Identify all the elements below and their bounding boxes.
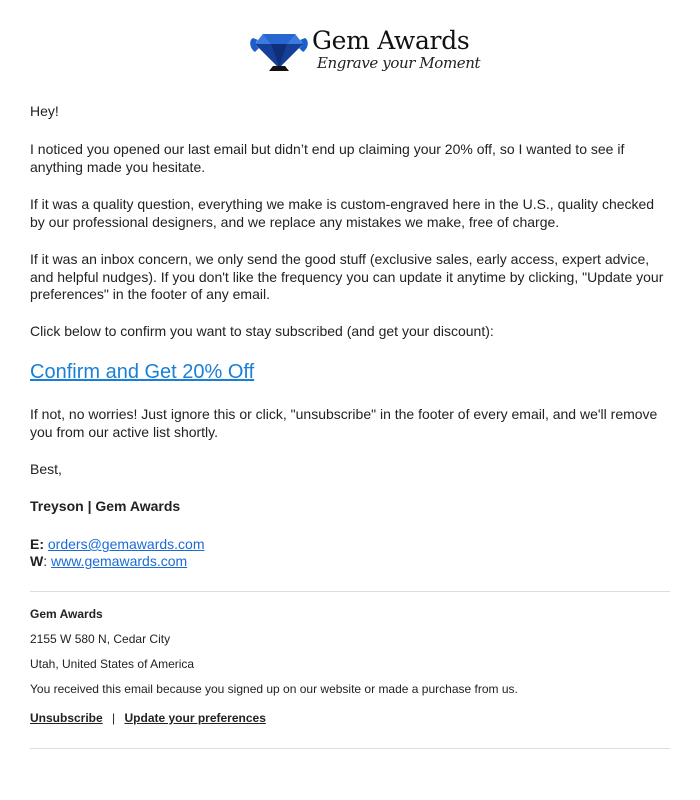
footer-company: Gem Awards	[30, 607, 103, 621]
footer-links	[30, 711, 266, 726]
footer-separator: |	[112, 711, 116, 725]
brand-name: Gem Awards	[312, 26, 470, 55]
gem-awards-logo	[249, 26, 481, 76]
paragraph-unsubscribe: If not, no worries! Just ignore this or click, "unsubscribe" in the footer of every email, and we'll remove you from our active list shortly.	[30, 406, 658, 440]
unsubscribe-link[interactable]: Unsubscribe	[30, 711, 103, 725]
footer-address-line-1: 2155 W 580 N, Cedar City	[30, 632, 171, 646]
signature: Treyson | Gem Awards	[30, 498, 181, 514]
signoff: Best,	[30, 461, 62, 477]
email-label: E:	[30, 536, 44, 552]
diamond-icon	[249, 28, 309, 72]
contact-web-line: W: www.gemawards.com	[30, 553, 188, 569]
footer-notice: You received this email because you signed up on our website or made a purchase from us.	[30, 682, 518, 696]
web-label: W	[30, 553, 44, 569]
paragraph-quality: If it was a quality question, everything we make is custom-engraved here in the U.S., quality checked by our professional designers, and we replace any mistakes we make, free of charge.	[30, 196, 655, 230]
footer-divider-top	[30, 591, 670, 592]
update-preferences-link[interactable]: Update your preferences	[124, 711, 266, 725]
contact-email-line	[30, 536, 670, 554]
greeting: Hey!	[30, 103, 59, 119]
website-link[interactable]: www.gemawards.com	[51, 553, 188, 569]
confirm-discount-link[interactable]: Confirm and Get 20% Off	[30, 361, 255, 383]
brand-tagline: Engrave your Moment	[317, 54, 481, 72]
footer-address-line-2: Utah, United States of America	[30, 657, 195, 671]
paragraph-confirm: Click below to confirm you want to stay subscribed (and get your discount):	[30, 323, 494, 339]
footer-divider-bottom	[30, 748, 670, 749]
paragraph-inbox: If it was an inbox concern, we only send the good stuff (exclusive sales, early access, expert advice, and helpful nudges). If you don't like the frequency you can update it anytime by clicking, "Update your preferences" in the footer of any email.	[30, 251, 664, 302]
email-link[interactable]: orders@gemawards.com	[47, 536, 205, 552]
paragraph-intro: I noticed you opened our last email but didn’t end up claiming your 20% off, so I wanted to see if anything made you hesitate.	[30, 141, 625, 175]
